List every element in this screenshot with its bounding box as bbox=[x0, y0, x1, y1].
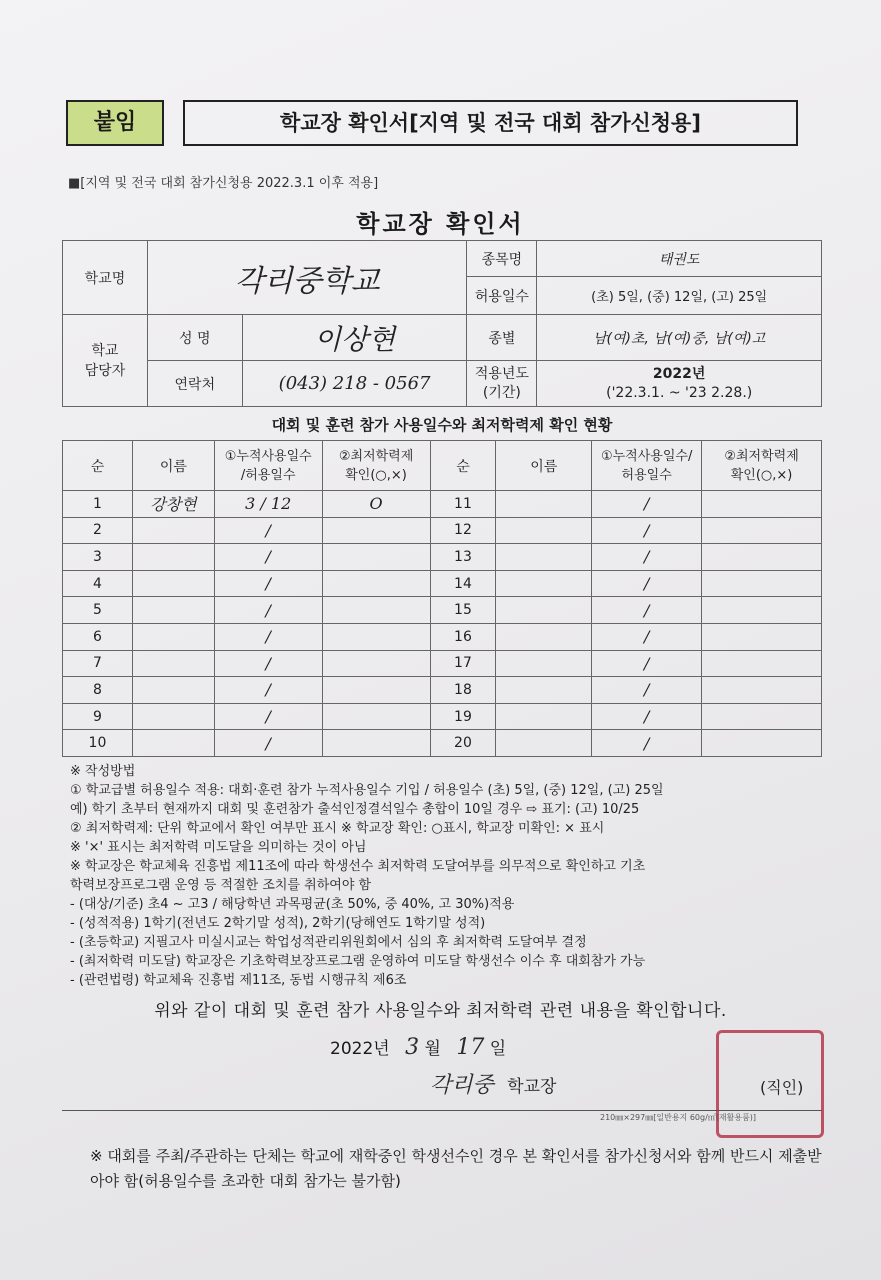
name-label: 성 명 bbox=[147, 315, 242, 361]
student-name bbox=[132, 517, 214, 544]
confirm-statement: 위와 같이 대회 및 훈련 참가 사용일수와 최저학력 관련 내용을 확인합니다. bbox=[154, 1001, 727, 1021]
used-days: / bbox=[214, 677, 322, 704]
year-period bbox=[537, 361, 822, 407]
contact-value: (043) 218 - 0567 bbox=[242, 361, 467, 407]
student-name bbox=[496, 517, 592, 544]
student-name bbox=[496, 570, 592, 597]
instruction-line: - (대상/기준) 초4 ~ 고3 / 해당학년 과목평균(초 50%, 중 40%, 고 30%)적용 bbox=[70, 897, 515, 912]
instruction-line: ② 최저학력제: 단위 학교에서 확인 여부만 표시 ※ 학교장 확인: ○표시, 학교장 미확인: × 표시 bbox=[70, 821, 605, 836]
col-header: 순 bbox=[63, 441, 133, 491]
student-name bbox=[496, 703, 592, 730]
date-month-unit: 월 bbox=[424, 1039, 441, 1059]
gender-value: 남(여)초, 남(여)중, 남(여)고 bbox=[537, 315, 822, 361]
period-value: ('22.3.1. ~ '23 2.28.) bbox=[606, 384, 753, 401]
row-number: 14 bbox=[430, 570, 496, 597]
row-number: 9 bbox=[63, 703, 133, 730]
status-row bbox=[63, 544, 822, 571]
student-name bbox=[132, 544, 214, 571]
academic-check bbox=[702, 491, 822, 518]
used-days: / bbox=[592, 650, 702, 677]
academic-check: O bbox=[322, 491, 430, 518]
row-number: 20 bbox=[430, 730, 496, 757]
apply-note: ■[지역 및 전국 대회 참가신청용 2022.3.1 이후 적용] bbox=[68, 176, 379, 191]
used-days: / bbox=[592, 703, 702, 730]
status-header-row bbox=[63, 441, 822, 491]
status-row bbox=[63, 491, 822, 518]
instruction-line: - (관련법령) 학교체육 진흥법 제11조, 동법 시행규칙 제6조 bbox=[70, 973, 407, 988]
seal-label: (직인) bbox=[760, 1078, 804, 1097]
used-days: / bbox=[592, 677, 702, 704]
status-row bbox=[63, 703, 822, 730]
days-value: (초) 5일, (중) 12일, (고) 25일 bbox=[537, 277, 822, 315]
col-header: 이름 bbox=[496, 441, 592, 491]
student-name bbox=[132, 623, 214, 650]
student-name bbox=[496, 491, 592, 518]
student-name bbox=[496, 544, 592, 571]
row-number: 6 bbox=[63, 623, 133, 650]
instruction-line: 학력보장프로그램 운영 등 적절한 조치를 취하여야 함 bbox=[70, 878, 372, 893]
status-row bbox=[63, 730, 822, 757]
student-name bbox=[132, 650, 214, 677]
academic-check bbox=[702, 570, 822, 597]
academic-check bbox=[702, 597, 822, 624]
used-days: / bbox=[592, 517, 702, 544]
student-name bbox=[496, 650, 592, 677]
academic-check bbox=[322, 517, 430, 544]
row-number: 12 bbox=[430, 517, 496, 544]
academic-check bbox=[702, 703, 822, 730]
used-days: / bbox=[592, 544, 702, 571]
used-days: / bbox=[214, 703, 322, 730]
used-days: / bbox=[214, 730, 322, 757]
used-days: / bbox=[214, 544, 322, 571]
status-row bbox=[63, 650, 822, 677]
row-number: 3 bbox=[63, 544, 133, 571]
row-number: 17 bbox=[430, 650, 496, 677]
student-name: 강창현 bbox=[132, 491, 214, 518]
col-header: ①누적사용일수/ 허용일수 bbox=[592, 441, 702, 491]
used-days: / bbox=[592, 570, 702, 597]
academic-check bbox=[322, 703, 430, 730]
main-title: 학교장 확인서 bbox=[356, 210, 525, 238]
row-number: 16 bbox=[430, 623, 496, 650]
used-days: / bbox=[592, 730, 702, 757]
row-number: 4 bbox=[63, 570, 133, 597]
row-number: 2 bbox=[63, 517, 133, 544]
academic-check bbox=[702, 544, 822, 571]
student-name bbox=[132, 570, 214, 597]
year-label: 적용년도 (기간) bbox=[467, 361, 537, 407]
student-name bbox=[496, 677, 592, 704]
document-header-title: 학교장 확인서[지역 및 전국 대회 참가신청용] bbox=[183, 100, 798, 146]
used-days: / bbox=[214, 517, 322, 544]
status-title: 대회 및 훈련 참가 사용일수와 최저학력제 확인 현황 bbox=[271, 416, 613, 434]
year-value: 2022년 bbox=[652, 365, 706, 382]
writing-instructions bbox=[70, 762, 830, 990]
used-days: / bbox=[214, 623, 322, 650]
instruction-line: - (성적적용) 1학기(전년도 2학기말 성적), 2학기(당해연도 1학기말 성적) bbox=[70, 916, 486, 931]
date-day-unit: 일 bbox=[489, 1039, 507, 1059]
academic-check bbox=[322, 623, 430, 650]
status-row bbox=[63, 517, 822, 544]
status-row bbox=[63, 597, 822, 624]
instruction-line: 예) 학기 초부터 현재까지 대회 및 훈련참가 출석인정결석일수 총합이 10일 경우 ⇨ 표기: (고) 10/25 bbox=[70, 802, 640, 817]
row-number: 18 bbox=[430, 677, 496, 704]
row-number: 5 bbox=[63, 597, 133, 624]
col-header: 이름 bbox=[132, 441, 214, 491]
paper-spec: 210㎜×297㎜[일반용지 60g/㎡(재활용품)] bbox=[600, 1113, 757, 1122]
date-day: 17 bbox=[456, 1035, 485, 1060]
instruction-line: - (최저학력 미도달) 학교장은 기초학력보장프로그램 운영하여 미도달 학생선수 이수 후 대회참가 가능 bbox=[70, 954, 646, 969]
instruction-line: - (초등학교) 지필고사 미실시교는 학업성적관리위원회에서 심의 후 최저학력 도달여부 결정 bbox=[70, 935, 587, 950]
col-header: ①누적사용일수 /허용일수 bbox=[214, 441, 322, 491]
col-header: ②최저학력제 확인(○,×) bbox=[322, 441, 430, 491]
academic-check bbox=[702, 677, 822, 704]
info-table bbox=[62, 240, 822, 407]
principal-title: 학교장 bbox=[507, 1077, 557, 1097]
status-row bbox=[63, 677, 822, 704]
academic-check bbox=[702, 623, 822, 650]
row-number: 15 bbox=[430, 597, 496, 624]
footer-note: ※ 대회를 주최/주관하는 단체는 학교에 재학중인 학생선수인 경우 본 확인서를 참가신청서와 함께 반드시 제출받아야 함(허용일수를 초과한 대회 참가는 불가함) bbox=[90, 1147, 822, 1190]
gender-label: 종별 bbox=[467, 315, 537, 361]
status-row bbox=[63, 623, 822, 650]
signature-date bbox=[330, 1034, 506, 1060]
academic-check bbox=[702, 730, 822, 757]
person-label: 학교 담당자 bbox=[63, 315, 148, 407]
name-value: 이상현 bbox=[242, 315, 467, 361]
used-days: 3 / 12 bbox=[214, 491, 322, 518]
student-name bbox=[496, 730, 592, 757]
sport-label: 종목명 bbox=[467, 241, 537, 277]
used-days: / bbox=[214, 570, 322, 597]
instruction-line: ※ 작성방법 bbox=[70, 764, 136, 779]
student-name bbox=[132, 597, 214, 624]
student-name bbox=[132, 730, 214, 757]
instruction-line: ※ 학교장은 학교체육 진흥법 제11조에 따라 학생선수 최저학력 도달여부를 의무적으로 확인하고 기초 bbox=[70, 859, 646, 874]
status-table bbox=[62, 440, 822, 757]
used-days: / bbox=[214, 597, 322, 624]
date-month: 3 bbox=[405, 1035, 420, 1060]
used-days: / bbox=[592, 597, 702, 624]
academic-check bbox=[322, 677, 430, 704]
row-number: 11 bbox=[430, 491, 496, 518]
row-number: 19 bbox=[430, 703, 496, 730]
divider bbox=[62, 1110, 822, 1111]
row-number: 7 bbox=[63, 650, 133, 677]
col-header: 순 bbox=[430, 441, 496, 491]
row-number: 10 bbox=[63, 730, 133, 757]
student-name bbox=[132, 703, 214, 730]
col-header: ②최저학력제 확인(○,×) bbox=[702, 441, 822, 491]
principal-signature bbox=[430, 1068, 556, 1099]
row-number: 13 bbox=[430, 544, 496, 571]
instruction-line: ※ '×' 표시는 최저학력 미도달을 의미하는 것이 아님 bbox=[70, 840, 367, 855]
student-name bbox=[496, 597, 592, 624]
used-days: / bbox=[592, 623, 702, 650]
school-label: 학교명 bbox=[63, 241, 148, 315]
instruction-line: ① 학교급별 허용일수 적용: 대회·훈련 참가 누적사용일수 기입 / 허용일수 (초) 5일, (중) 12일, (고) 25일 bbox=[70, 783, 664, 798]
status-row bbox=[63, 570, 822, 597]
academic-check bbox=[322, 570, 430, 597]
contact-label: 연락처 bbox=[147, 361, 242, 407]
row-number: 8 bbox=[63, 677, 133, 704]
academic-check bbox=[322, 544, 430, 571]
academic-check bbox=[702, 517, 822, 544]
academic-check bbox=[702, 650, 822, 677]
used-days: / bbox=[214, 650, 322, 677]
academic-check bbox=[322, 597, 430, 624]
student-name bbox=[132, 677, 214, 704]
date-year: 2022년 bbox=[330, 1039, 390, 1059]
used-days: / bbox=[592, 491, 702, 518]
principal-school: 각리중 bbox=[430, 1073, 494, 1098]
row-number: 1 bbox=[63, 491, 133, 518]
days-label: 허용일수 bbox=[467, 277, 537, 315]
academic-check bbox=[322, 650, 430, 677]
attachment-tag: 붙임 bbox=[66, 100, 164, 146]
sport-value: 태권도 bbox=[537, 241, 822, 277]
school-name: 각리중학교 bbox=[147, 241, 467, 315]
academic-check bbox=[322, 730, 430, 757]
student-name bbox=[496, 623, 592, 650]
